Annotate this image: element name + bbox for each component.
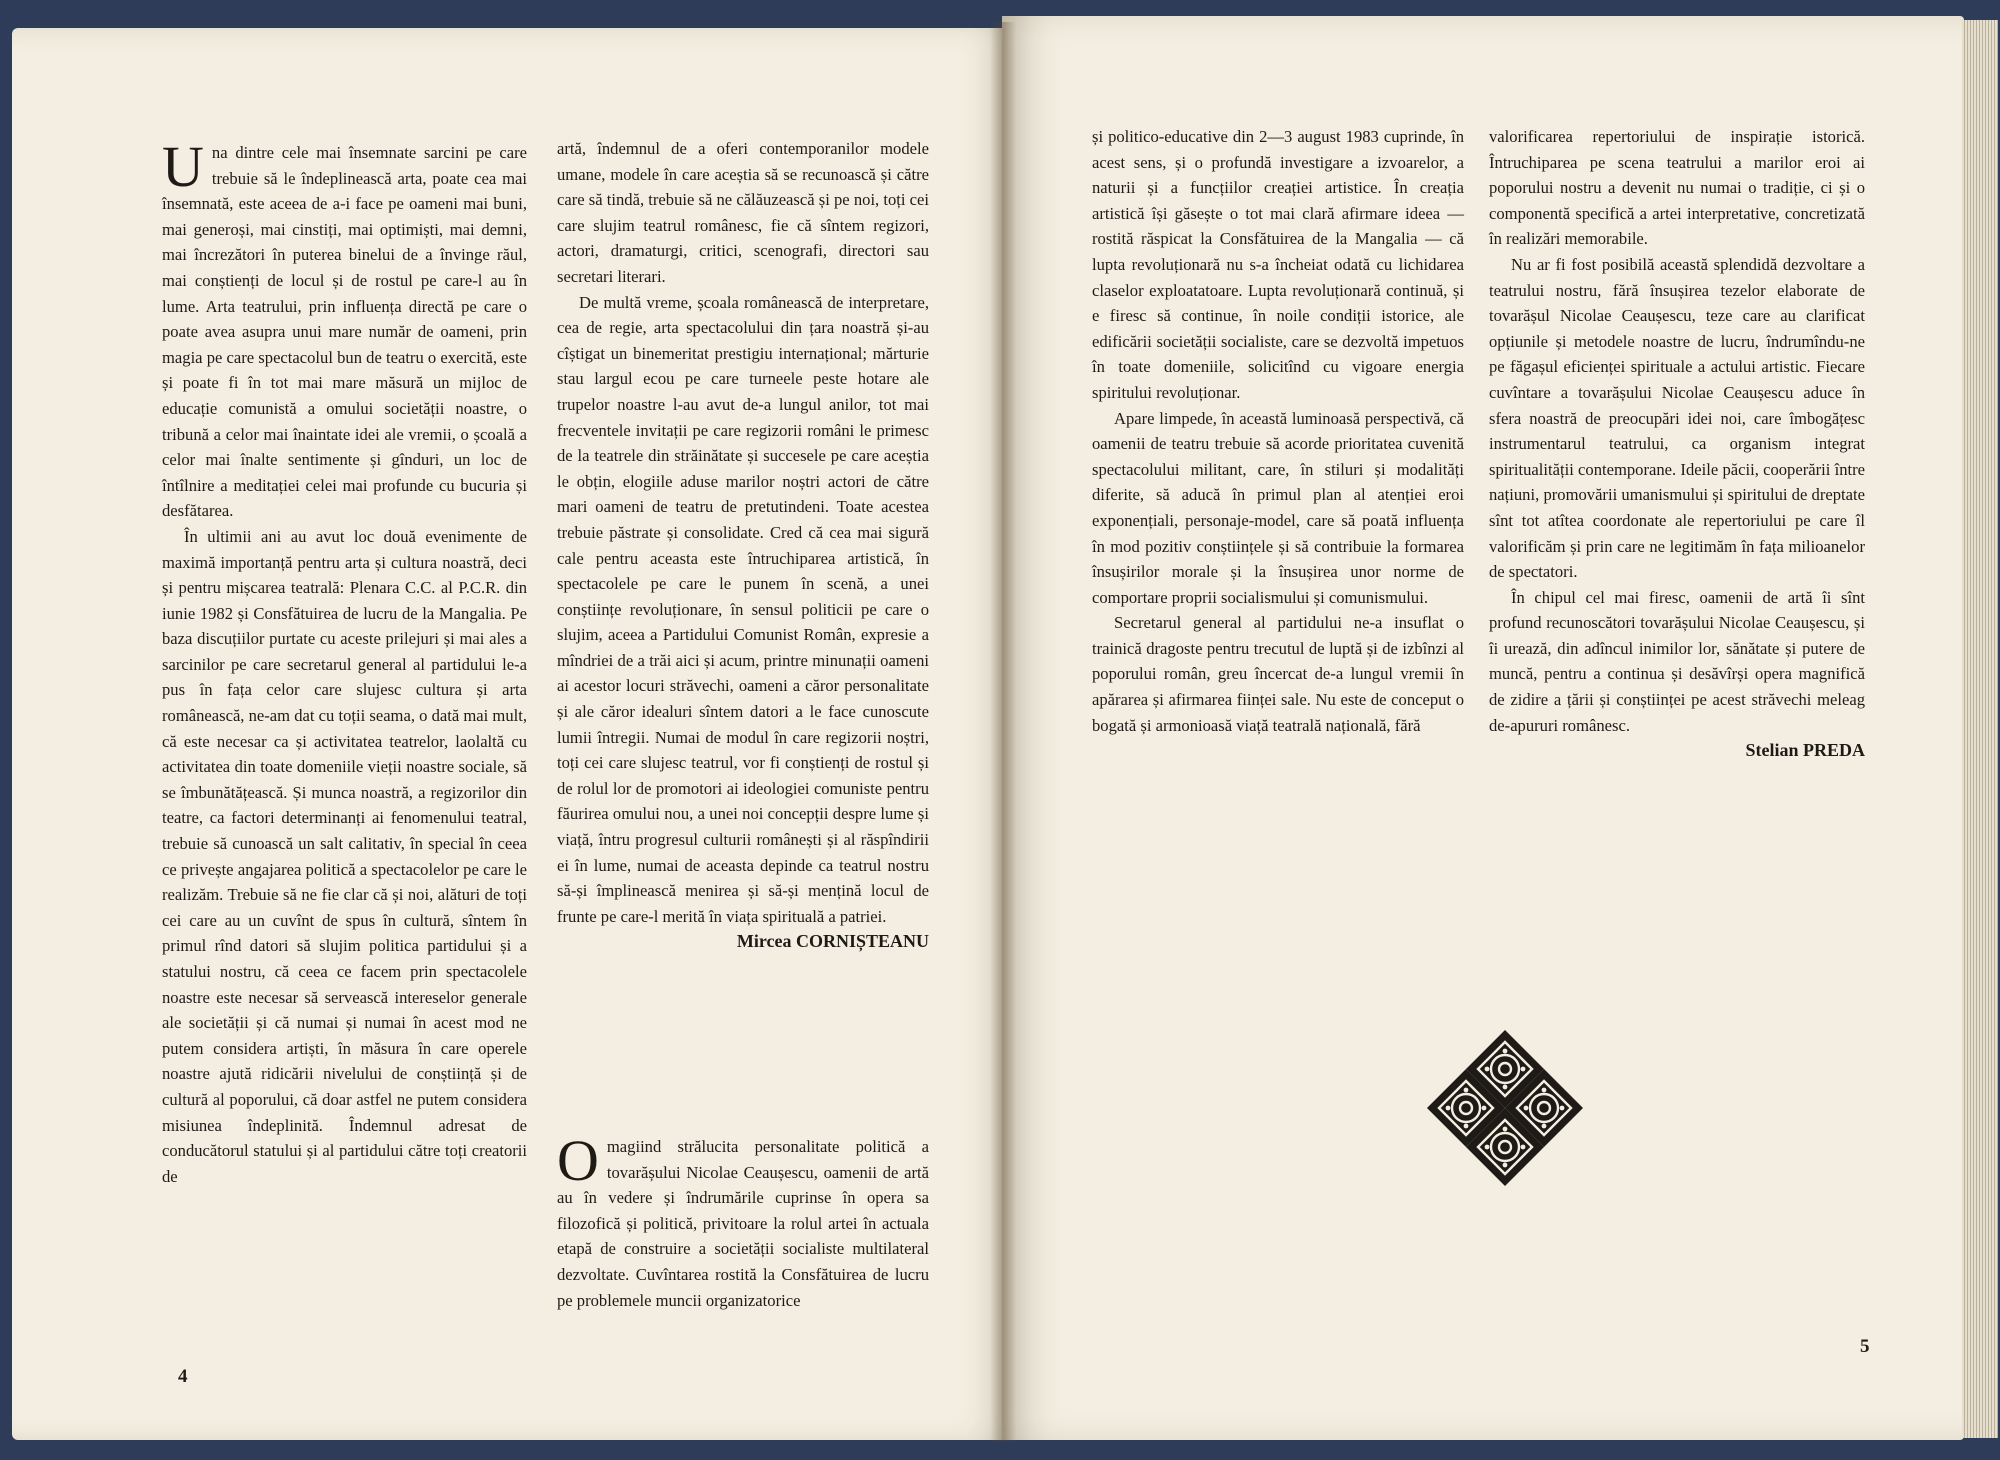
article2-column3 [1489, 124, 1865, 764]
article2-paragraph-3: Apare limpede, în această luminoasă perspectivă, că oamenii de teatru trebuie să acorde prioritatea cuvenită spectacolului militant, care, în stiluri și modalități diferite, să aducă în primul plan al atenției eroi exponențiali, personaje-model, care să poată influența în mod pozitiv conștiințele și să contribuie la formarea însușirilor morale și la însușirea unor norme de comportare proprii socialismului și comunismului. [1092, 408, 1464, 607]
article2-column2 [1092, 124, 1464, 738]
article1-paragraph-2: În ultimii ani au avut loc două evenimente de maximă importanță pentru arta și cultura noastră, deci și pentru mișcarea teatrală: Plenara C.C. al P.C.R. din iunie 1982 și Consfătuirea de lucru de la Mangalia. Pe baza discuțiilor purtate cu aceste prilejuri și mai ales a sarcinilor pe care secretarul general al partidului le-a pus în fața celor care slujesc cultura și arta românească, ne-am dat cu toții seama, o dată mai mult, că este necesar ca și activitatea teatrelor, laolaltă cu activitatea din toate domeniile vieții noastre sociale, să se îmbunătățească. Și munca noastră, a regizorilor din teatre, ca factori determinanți ai fenomenului teatral, trebuie să cunoască un salt calitativ, în special în ceea ce privește angajarea politică a spectacolelor pe care le realizăm. Trebuie să ne fie clar că și noi, alături de toți cei care au un cuvînt de spus în cultură, sîntem în primul rînd datori să slujim politica partidului și a statului nostru, că ceea ce facem prin spectacolele noastre este necesar să servească intereselor generale ale societății și că numai și numai în acest mod ne putem considera artiști, în măsura în care operele noastre ajută ridicării nivelului de conștiință și de cultură al poporului, că doar astfel ne putem considera misiunea îndeplinită. Îndemnul adresat de conducătorul statului și al partidului către toți creatorii de [162, 526, 527, 1186]
article2-paragraph-6: Nu ar fi fost posibilă această splendidă dezvoltare a teatrului nostru, fără însușirea tezelor elaborate de tovarășul Nicolae Ceaușescu, teze care au clarificat opțiunile și metodele noastre de lucru, îndrumîndu-ne pe făgașul eficienței spirituale a actului artistic. Fiecare cuvîntare a tovarășului Nicolae Ceaușescu aduce în sfera noastră de preocupări idei noi, care îmbogățesc instrumentarul teatrului, ca organism integrat spiritualității contemporane. Ideile păcii, cooperării între națiuni, promovării umanismului și spiritului de dreptate sînt tot atîtea coordonate ale repertoriului pe care îl valorificăm și prin care ne legitimăm în fața milioanelor de spectatori. [1489, 254, 1865, 582]
article2-dropcap: O [557, 1128, 599, 1193]
folk-diamond-ornament-icon [1420, 1026, 1590, 1196]
article1-signature: Mircea CORNIȘTEANU [736, 931, 929, 952]
right-page [1002, 16, 1964, 1440]
article2-paragraph-5: valorificarea repertoriului de inspirație istorică. Întruchiparea pe scena teatrului a marilor eroi ai poporului nostru a devenit nu numai o tradiție, ci și o componentă specifică a artei interpretative, concretizată în realizări memorabile. [1489, 127, 1865, 249]
article1-column1 [162, 134, 527, 1189]
book-spine-shadow [990, 22, 1016, 1442]
page-number-left: 4 [178, 1366, 188, 1387]
article1-paragraph-4: De multă vreme, școala românească de interpretare, cea de regie, arta spectacolului din țara noastră și-au cîștigat un binemeritat prestigiu internațional; mărturie stau largul ecou pe care turneele peste hotare ale trupelor noastre l-au avut de-a lungul anilor, tot mai frecventele invitații pe care regizorii români le primesc de la teatrele din străinătate și succesele pe care aceștia le obțin, elogiile aduse marilor noștri actori de către mari oameni de teatru de pretutindeni. Toate acestea trebuie păstrate și consolidate. Cred că cea mai sigură cale pentru aceasta este întruchiparea artistică, în spectacolele pe care le punem în scenă, a unei conștiințe revoluționare, în sensul politicii pe care o slujim, aceea a Partidului Comunist Român, expresie a mîndriei de a trăi aici și acum, printre minunații oameni ai acestor locuri străvechi, oameni a căror personalitate și ale căror idealuri sîntem datori a le face cunoscute lumii întregii. Numai de modul în care regizorii noștri, toți cei care slujesc teatrul, vor fi conștienți de rostul și de rolul lor de promotori ai ideologiei comuniste pentru făurirea omului nou, a unei noi concepții despre lume și viață, întru progresul culturii românești și al răspîndirii ei în lume, numai de aceasta depinde ca teatrul nostru să-și împlinească menirea și să-și mențină locul de frunte pe care-l merită în viața spirituală a patriei. [557, 292, 929, 926]
article1-column2 [557, 136, 929, 955]
article2-paragraph-2: și politico-educative din 2—3 august 1983 cuprinde, în acest sens, și o profundă investigare a izvoarelor, a naturii și a funcțiilor creației artistice. În creația artistică își găsește o tot mai clară afirmare ideea — rostită răspicat la Consfătuirea de la Mangalia — că lupta revoluționară nu s-a încheiat odată cu lichidarea claselor exploatatoare. Lupta revoluționară continuă, și e firesc să continue, în noile condiții istorice, ale edificării societății socialiste, care se dezvoltă impetuos în toate domeniile, solicitînd cu vigoare energia spiritului revoluționar. [1092, 127, 1464, 402]
page-edges [1962, 20, 1998, 1438]
article1-paragraph-1: Una dintre cele mai însemnate sarcini pe care trebuie să le îndeplinească arta, poate cea mai însemnată, este aceea de a-i face pe oameni mai buni, mai generoși, mai cinstiți, mai optimiști, mai demni, mai încrezători în puterea binelui de a învinge răul, mai conștienți de locul și de rostul pe care-l au în lume. Arta teatrului, prin influența directă pe care o poate avea asupra unui mare număr de oameni, prin magia pe care spectacolul bun de teatru o exercită, este și poate fi în tot mai mare măsură un mijloc de educație comunistă a omului societății noastre, o tribună a celor mai înaintate idei ale vremii, o școală a celor mai înalte sentimente și gînduri, un loc de întîlnire a meditației celei mai profunde cu bucuria și desfătarea. [162, 134, 527, 521]
left-page [12, 28, 1012, 1440]
article1-dropcap: U [162, 134, 204, 199]
article2-signature: Stelian PREDA [1745, 740, 1865, 761]
article1-paragraph-3: artă, îndemnul de a oferi contemporanilor modele umane, modele în care aceștia să se recunoască și către care să tindă, trebuie să ne călăuzească și pe noi, toți cei care slujim teatrul românesc, fie că sîntem regizori, actori, dramaturgi, critici, scenografi, directori sau secretari literari. [557, 139, 929, 286]
article2-column1 [557, 1128, 929, 1313]
article2-paragraph-4: Secretarul general al partidului ne-a insuflat o trainică dragoste pentru trecutul de luptă și de izbînzi al poporului român, greu încercat de-a lungul vremii în apărarea și afirmarea ființei sale. Nu este de conceput o bogată și armonioasă viață teatrală națională, fără [1092, 613, 1464, 735]
article2-paragraph-1: Omagiind strălucita personalitate politică a tovarășului Nicolae Ceaușescu, oamenii de artă au în vedere și îndrumările cuprinse în opera sa filozofică și politică, privitoare la rolul artei în actuala etapă de construire a societății socialiste multilateral dezvoltate. Cuvîntarea rostită la Consfătuirea de lucru pe problemele muncii organizatorice [557, 1128, 929, 1310]
page-number-right: 5 [1860, 1336, 1870, 1357]
article2-paragraph-7: În chipul cel mai firesc, oamenii de artă îi sînt profund recunoscători tovarășului Nicolae Ceaușescu, și îi urează, din adîncul inimilor lor, sănătate și putere de muncă, pentru a continua și desăvîrși opera magnifică de zidire a țării și conștiinței pe acest străvechi meleag de-apururi românesc. [1489, 587, 1865, 735]
